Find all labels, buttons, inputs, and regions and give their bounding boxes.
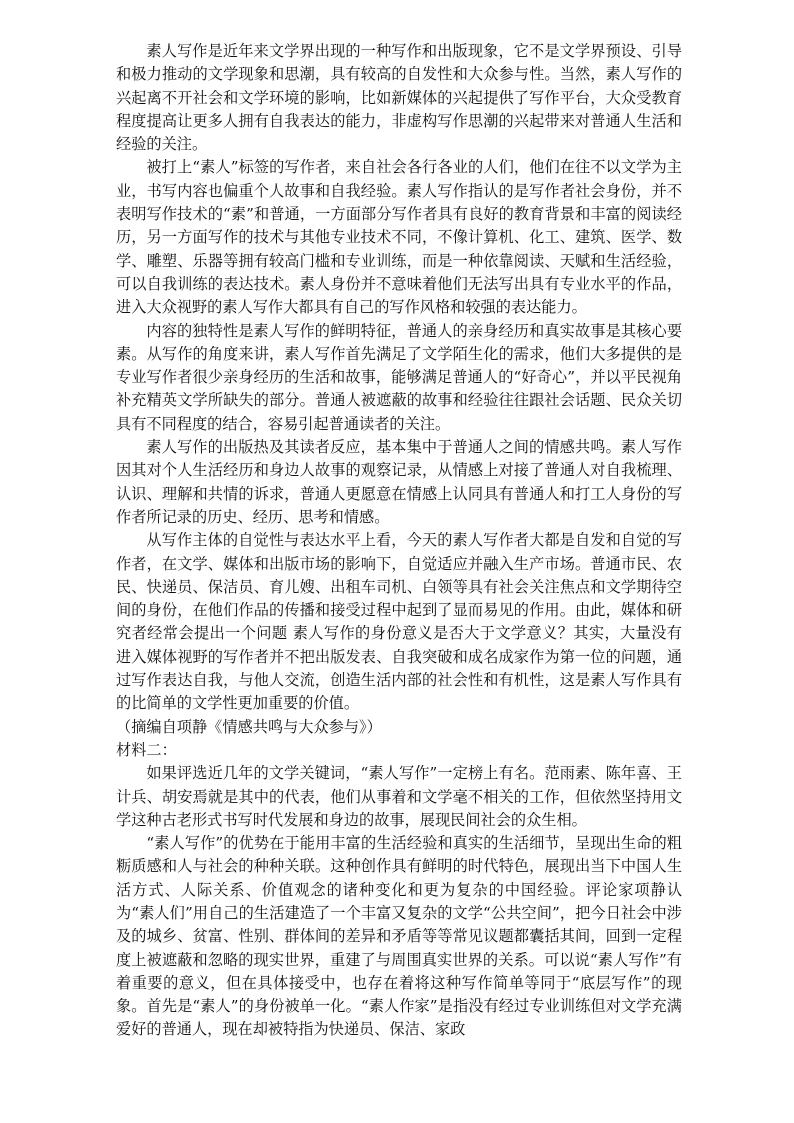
- body-paragraph: 内容的独特性是素人写作的鲜明特征，普通人的亲身经历和真实故事是其核心要素。从写作的角度来讲，素人写作首先满足了文学陌生化的需求，他们大多提供的是专业写作者很少亲身经历的生活和故事，能够满足普通人的“好奇心”，并以平民视角补充精英文学所缺失的部分。普通人被遮蔽的故事和经验往往跟社会话题、民众关切具有不同程度的结合，容易引起普通读者的关注。: [116, 321, 682, 433]
- body-paragraph: 素人写作是近年来文学界出现的一种写作和出版现象，它不是文学界预设、引导和极力推动的文学现象和思潮，具有较高的自发性和大众参与性。当然，素人写作的兴起离不开社会和文学环境的影响，比如新媒体的兴起提供了写作平台，大众受教育程度提高让更多人拥有自我表达的能力，非虚构写作思潮的兴起带来对普通人生活和经验的关注。: [116, 42, 682, 154]
- body-paragraph: 被打上“素人”标签的写作者，来自社会各行各业的人们，他们在往不以文学为主业，书写内容也偏重个人故事和自我经验。素人写作指认的是写作者社会身份，并不表明写作技术的“素”和普通，一方面部分写作者具有良好的教育背景和丰富的阅读经历，另一方面写作的技术与其他专业技术不同，不像计算机、化工、建筑、医学、数学、雕塑、乐器等拥有较高门槛和专业训练，而是一种依靠阅读、天赋和生活经验，可以自我训练的表达技术。素人身份并不意味着他们无法写出具有专业水平的作品，进入大众视野的素人写作大都具有自己的写作风格和较强的表达能力。: [116, 158, 682, 317]
- body-paragraph: 如果评选近几年的文学关键词，“素人写作”一定榜上有名。范雨素、陈年喜、王计兵、胡安焉就是其中的代表，他们从事着和文学毫不相关的工作，但依然坚持用文学这种古老形式书写时代发展和身边的故事，展现民间社会的众生相。: [116, 764, 682, 829]
- material-two-label: 材料二：: [116, 740, 177, 759]
- body-paragraph: 从写作主体的自觉性与表达水平上看，今天的素人写作者大都是自发和自觉的写作者，在文学、媒体和出版市场的影响下，自觉适应并融入生产市场。普通市民、农民、快递员、保洁员、育儿嫂、出租车司机、白领等具有社会关注焦点和文学期待空间的身份，在他们作品的传播和接受过程中起到了显而易见的作用。由此，媒体和研究者经常会提出一个问题 素人写作的身份意义是否大于文学意义？其实，大量没有进入媒体视野的写作者并不把出版发表、自我突破和成名成家作为第一位的问题，通过写作表达自我，与他人交流，创造生活内部的社会性和有机性，这是素人写作具有的比简单的文学性更加重要的价值。: [116, 531, 682, 713]
- document-page: [116, 40, 682, 1042]
- body-paragraph: “素人写作”的优势在于能用丰富的生活经验和真实的生活细节，呈现出生命的粗粝质感和人与社会的种种关联。这种创作具有鲜明的时代特色，展现出当下中国人生活方式、人际关系、价值观念的诸种变化和更为复杂的中国经验。评论家项静认为“素人们”用自己的生活建造了一个丰富又复杂的文学“公共空间”，把今日社会中涉及的城乡、贫富、性别、群体间的差异和矛盾等等常见议题都囊括其间，回到一定程度上被遮蔽和忽略的现实世界，重建了与周围真实世界的关系。可以说“素人写作”有着重要的意义，但在具体接受中，也存在着将这种写作简单等同于“底层写作”的现象。首先是“素人”的身份被单一化。“素人作家”是指没有经过专业训练但对文学充满爱好的普通人，现在却被特指为快递员、保洁、家政: [116, 834, 682, 1039]
- source-note: （摘编自项静《情感共鸣与大众参与》）: [116, 717, 382, 736]
- body-paragraph: 素人写作的出版热及其读者反应，基本集中于普通人之间的情感共鸣。素人写作因其对个人生活经历和身边人故事的观察记录，从情感上对接了普通人对自我梳理、认识、理解和共情的诉求，普通人更愿意在情感上认同具有普通人和打工人身份的写作者所记录的历史、经历、思考和情感。: [116, 438, 682, 526]
